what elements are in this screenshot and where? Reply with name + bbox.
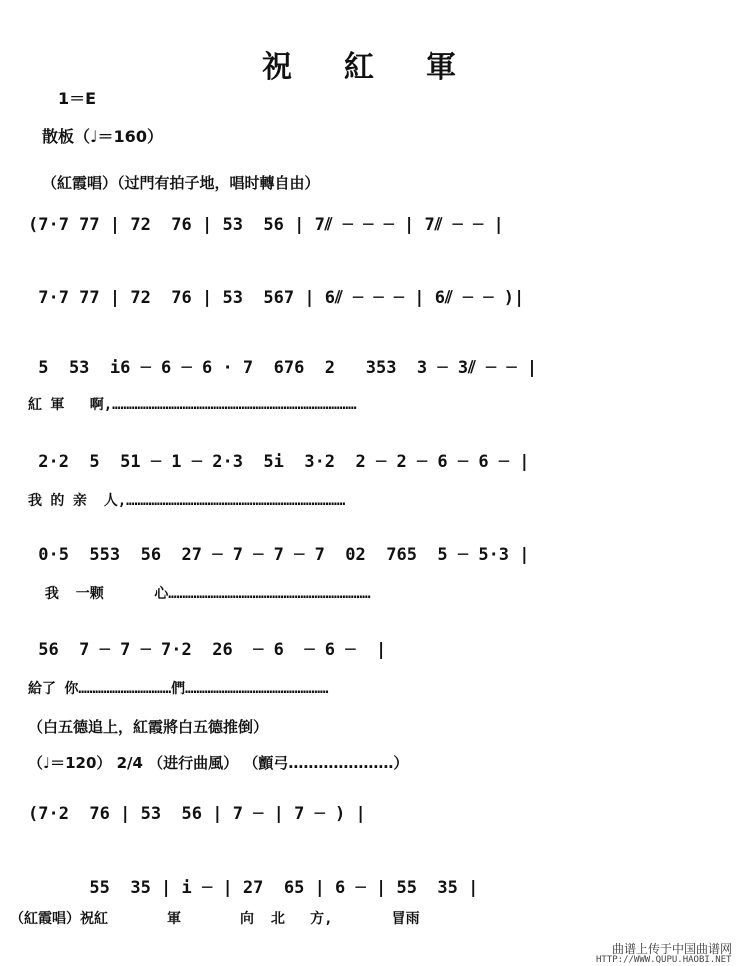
stage-direction-1: （紅霞唱）（过門有拍子地，唱时轉自由） <box>42 174 320 192</box>
tempo-change: （♩＝120） 2/4 （进行曲風） （顫弓…………………） <box>28 754 409 772</box>
tempo-marking: 散板（♩＝160） <box>42 127 163 146</box>
notation: (7·7 77 | 72 76 | 53 56 | 7⫽ ─ ─ ─ | 7⫽ ─ ─ | <box>28 215 504 235</box>
notation: 2·2 5 51 ─ 1 ─ 2·3 5i 3·2 2 ─ 2 ─ 6 ─ 6 ─ | <box>28 452 530 472</box>
stage-direction-2: （白五德追上，紅霞將白五德推倒） <box>28 718 269 736</box>
notation: 56 7 ─ 7 ─ 7·2 26 ─ 6 ─ 6 ─ | <box>28 640 387 660</box>
lyrics: 我 的 亲 人,…………………………………………………………………… <box>28 493 346 509</box>
notation: 5 53 i6 ─ 6 ─ 6 · 7 676 2 353 3 ─ 3⫽ ─ ─ | <box>28 358 538 378</box>
watermark: 曲谱上传于中国曲谱网 <box>612 942 733 956</box>
notation: 0·5 553 56 27 ─ 7 ─ 7 ─ 7 02 765 5 ─ 5·3 | <box>28 545 530 565</box>
watermark-url: HTTP://WWW.QUPU.HAOBI.NET <box>596 955 732 965</box>
notation: 7·7 77 | 72 76 | 53 567 | 6⫽ ─ ─ ─ | 6⫽ ─ ─ )| <box>28 288 525 308</box>
key-signature: 1＝E <box>58 89 97 108</box>
lyrics: 紅 軍 啊,…………………………………………………………………………… <box>28 397 357 413</box>
song-title: 祝紅軍 <box>262 50 508 85</box>
notation: 55 35 | i ─ | 27 65 | 6 ─ | 55 35 | <box>28 878 479 898</box>
lyrics: 我 一颗 心……………………………………………………………… <box>28 586 371 602</box>
notation: (7·2 76 | 53 56 | 7 ─ | 7 ─ ) | <box>28 804 366 824</box>
lyrics: 給了 你……………………………們…………………………………………… <box>28 681 329 697</box>
lyrics: （紅霞唱）祝紅 軍 向 北 方, 冒雨 <box>10 911 420 927</box>
